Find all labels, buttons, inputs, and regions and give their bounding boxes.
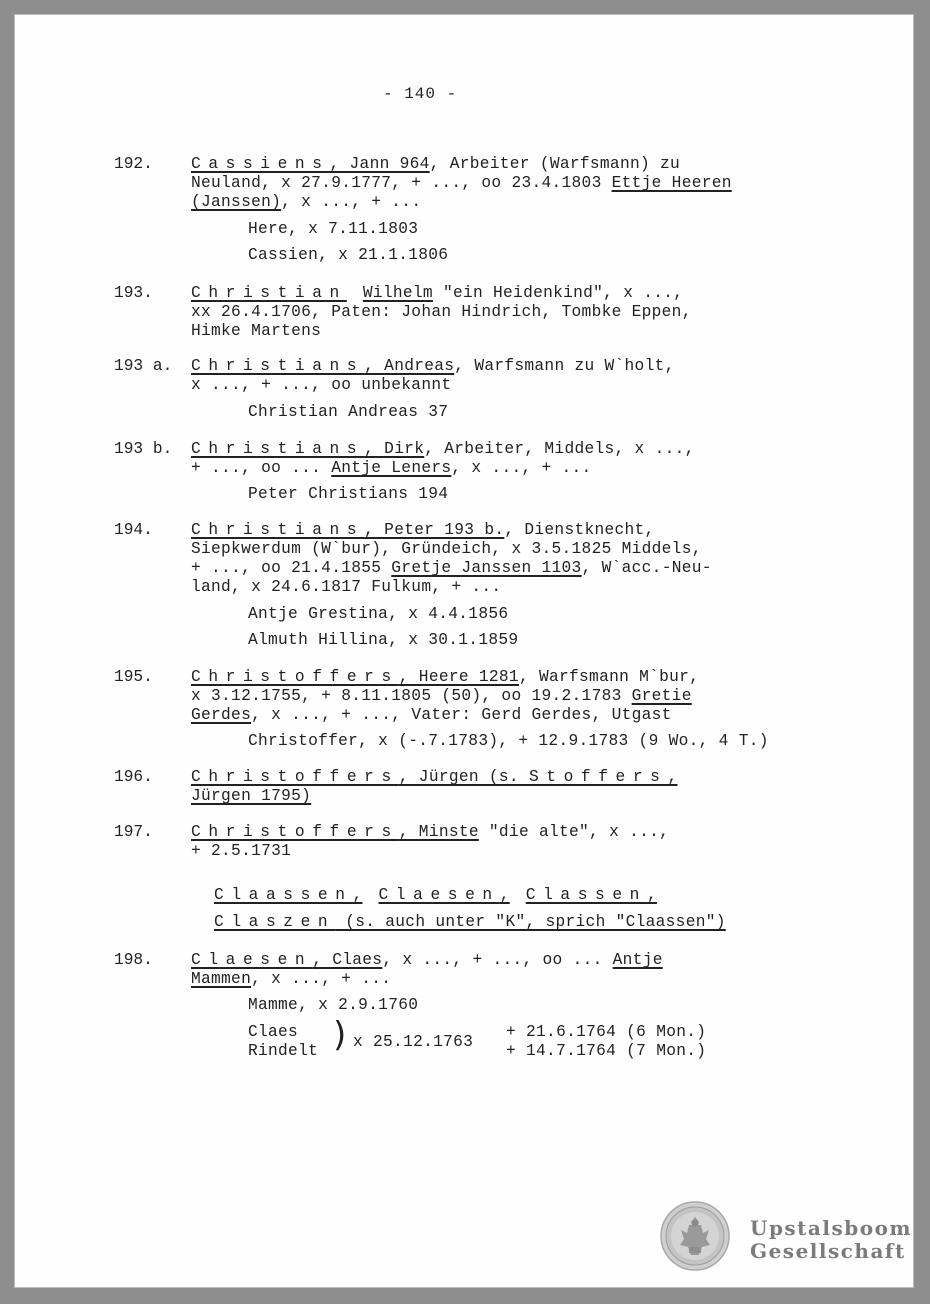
entry-number: 195. (114, 668, 153, 686)
child-line: Mamme, x 2.9.1760 (248, 996, 419, 1014)
entry-line (191, 787, 311, 806)
entry-number: 197. (114, 823, 153, 841)
entry-line: Christian Wilhelm "ein Heidenkind", x ..., (191, 284, 684, 302)
child-line: Christoffer, x (-.7.1783), + 12.9.1783 (9 Wo., 4 T.) (248, 732, 769, 750)
entry-line: x ..., + ..., oo unbekannt (191, 376, 452, 394)
entry-number: 194. (114, 521, 153, 539)
child-line: Here, x 7.11.1803 (248, 220, 419, 238)
surname: Christian (191, 284, 347, 302)
document-page (15, 15, 913, 1287)
surname: Claesen (191, 951, 313, 969)
entry-line: x 3.12.1755, + 8.11.1805 (50), oo 19.2.1783 Gretie (191, 687, 692, 705)
entry-number: 193 a. (114, 357, 173, 375)
given-name: Wilhelm (362, 284, 433, 302)
entry-line: Christians, Andreas, Warfsmann zu W`holt, (191, 357, 675, 375)
surname: Christians (191, 357, 365, 375)
child-line: Peter Christians 194 (248, 485, 449, 503)
entry-line: Himke Martens (191, 322, 322, 340)
entry-line: Gerdes, x ..., + ..., Vater: Gerd Gerdes, Utgast (191, 706, 672, 724)
entry-number: 193 b. (114, 440, 173, 458)
entry-number: 193. (114, 284, 153, 302)
brace-symbol: ) (330, 1015, 351, 1055)
given-name: , Dirk (364, 440, 425, 458)
surname: Cassiens (191, 155, 330, 173)
surname: Christoffers (191, 768, 399, 786)
entry-line: Cassiens, Jann 964, Arbeiter (Warfsmann) zu (191, 155, 681, 173)
entry-line: + ..., oo ... Antje Leners, x ..., + ... (191, 459, 592, 477)
entry-line: Claesen, Claes, x ..., + ..., oo ... Antje (191, 951, 663, 969)
spouse-name: Gerdes (191, 706, 252, 724)
given-name: , Andreas (364, 357, 455, 375)
twin-name: Rindelt (248, 1042, 319, 1060)
seal-logo-icon (660, 1201, 730, 1271)
given-name: , Claes (312, 951, 383, 969)
spouse-name: Antje (612, 951, 663, 969)
given-name: , Heere 1281 (398, 668, 519, 686)
entry-line: Christians, Dirk, Arbeiter, Middels, x ..., (191, 440, 695, 458)
spouse-name: Antje Leners (331, 459, 452, 477)
twin-name: Claes (248, 1023, 299, 1041)
entry-line: Christoffers, Jürgen (s. Stoffers, (191, 768, 678, 786)
entry-line: xx 26.4.1706, Paten: Johan Hindrich, Tombke Eppen, (191, 303, 692, 321)
spouse-name: (Janssen) (191, 193, 282, 211)
entry-line: Christoffers, Heere 1281, Warfsmann M`bur, (191, 668, 700, 686)
spouse-name: Gretie (631, 687, 692, 705)
surname: Christians (191, 440, 365, 458)
given-name: , Peter 193 b. (364, 521, 505, 539)
child-line: Antje Grestina, x 4.4.1856 (248, 605, 509, 623)
brand-text: Upstalsboom Gesellschaft (750, 1216, 913, 1263)
entry-line: + 2.5.1731 (191, 842, 292, 860)
surname: Christoffers (191, 823, 399, 841)
twin-death: + 21.6.1764 (6 Mon.) (506, 1023, 707, 1041)
entry-line: Siepkwerdum (W`bur), Gründeich, x 3.5.1825 Middels, (191, 540, 702, 558)
surname: Christians (191, 521, 365, 539)
entry-number: 192. (114, 155, 153, 173)
child-line: Cassien, x 21.1.1806 (248, 246, 449, 264)
spouse-name: Ettje Heeren (611, 174, 732, 192)
twin-death: + 14.7.1764 (7 Mon.) (506, 1042, 707, 1060)
given-name: , Minste (398, 823, 479, 841)
twin-baptism: x 25.12.1763 (353, 1033, 474, 1051)
entry-line: Neuland, x 27.9.1777, + ..., oo 23.4.1803 Ettje Heeren (191, 174, 732, 192)
child-line: Almuth Hillina, x 30.1.1859 (248, 631, 519, 649)
surname-heading: Claszen (s. auch unter "K", sprich "Claassen") (214, 913, 726, 931)
surname-heading: Claassen, Claesen, Classen, (214, 886, 657, 904)
entry-number: 198. (114, 951, 153, 969)
entry-line: Christians, Peter 193 b., Dienstknecht, (191, 521, 655, 539)
given-name: , Jürgen (s. (398, 768, 529, 786)
cross-reference: Stoffers (528, 768, 668, 786)
page-number: - 140 - (383, 85, 458, 103)
entry-line: Christoffers, Minste "die alte", x ..., (191, 823, 670, 841)
given-name: , Jann 964 (329, 155, 430, 173)
spouse-name: Mammen (191, 970, 252, 988)
cross-reference: Jürgen 1795) (191, 787, 312, 805)
child-line: Christian Andreas 37 (248, 403, 449, 421)
entry-line: + ..., oo 21.4.1855 Gretje Janssen 1103, W`acc.-Neu- (191, 559, 712, 577)
entry-number: 196. (114, 768, 153, 786)
spouse-name: Gretje Janssen 1103 (391, 559, 582, 577)
entry-line: Mammen, x ..., + ... (191, 970, 392, 988)
surname: Christoffers (191, 668, 399, 686)
entry-line: land, x 24.6.1817 Fulkum, + ... (191, 578, 502, 596)
entry-line: (Janssen), x ..., + ... (191, 193, 422, 211)
